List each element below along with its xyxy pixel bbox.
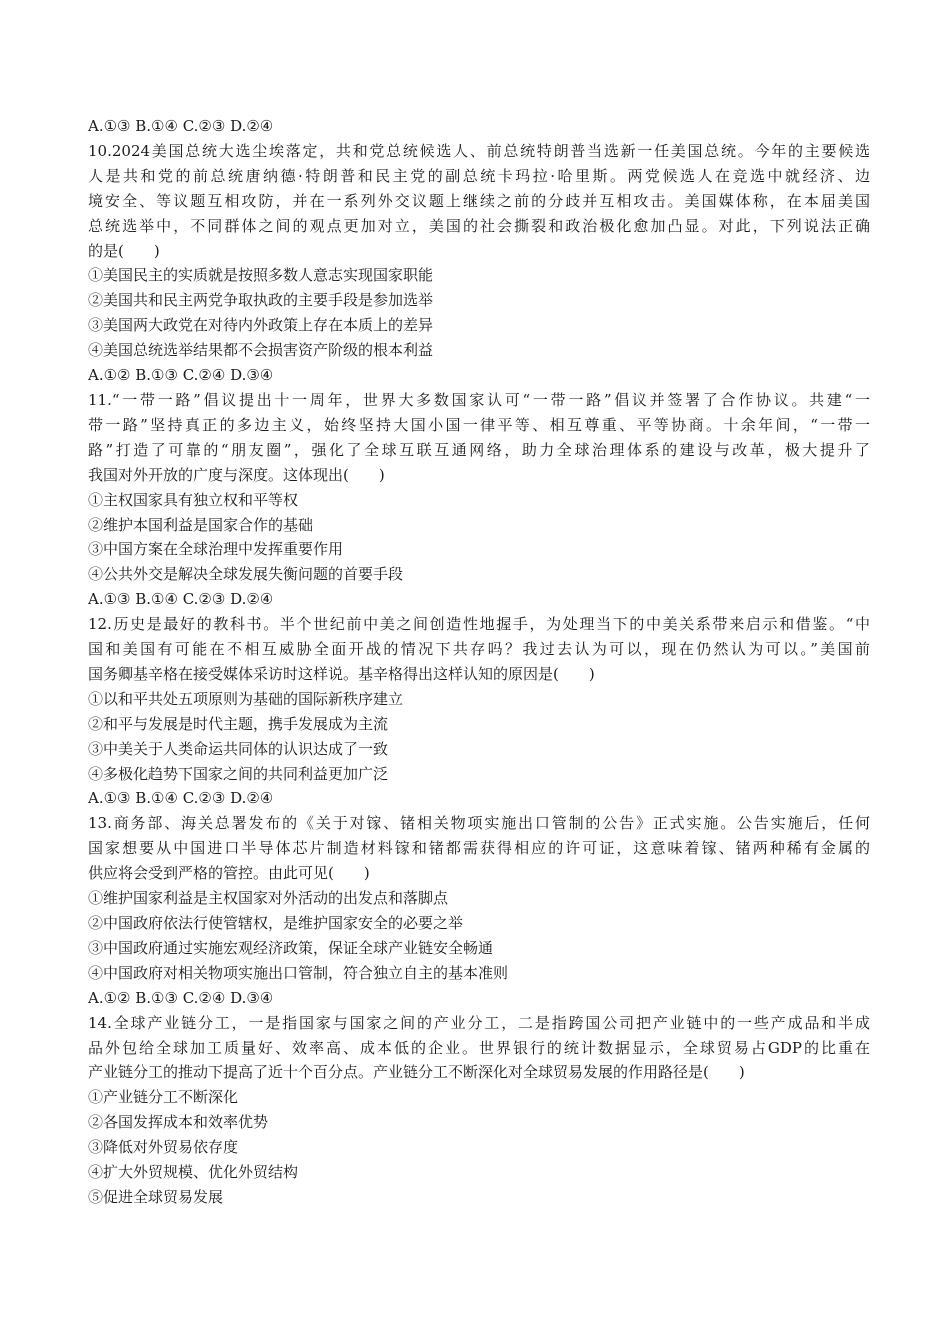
stem-line: 国和美国有可能在不相互威胁全面开战的情况下共存吗？我过去认为可以，现在仍然认为可以。”美国前 (88, 640, 870, 659)
stem-line: 13.商务部、海关总署发布的《关于对镓、锗相关物项实施出口管制的公告》正式实施。公告实施后，任何 (88, 814, 870, 833)
stem-line: 12.历史是最好的教科书。半个世纪前中美之间创造性地握手，为处理当下的中美关系带来启示和借鉴。“中 (88, 615, 870, 634)
stem-line: 国家想要从中国进口半导体芯片制造材料镓和锗都需获得相应的许可证，这意味着镓、锗两种稀有金属的 (88, 839, 870, 858)
stem-line: 品外包给全球加工质量好、效率高、成本低的企业。世界银行的统计数据显示，全球贸易占GDP的比重在 (88, 1038, 870, 1057)
option-item: ④公共外交是解决全球发展失衡问题的首要手段 (88, 565, 404, 584)
stem-line: 10.2024美国总统大选尘埃落定，共和党总统候选人、前总统特朗普当选新一任美国总统。今年的主要候选 (88, 141, 870, 160)
question-10-stem (88, 139, 870, 264)
stem-line: 我国对外开放的广度与深度。这体现出( ) (88, 465, 385, 484)
stem-line: 11.“一带一路”倡议提出十一周年，世界大多数国家认可“一带一路”倡议并签署了合作协议。共建“一 (88, 390, 870, 409)
option-item: ④美国总统选举结果都不会损害资产阶级的根本利益 (88, 341, 434, 360)
answer-choices: A.①③ B.①④ C.②③ D.②④ (88, 590, 274, 609)
option-item: ①美国民主的实质就是按照多数人意志实现国家职能 (88, 266, 434, 285)
previous-question-answers: A.①③ B.①④ C.②③ D.②④ (88, 117, 274, 135)
option-item: ④扩大外贸规模、优化外贸结构 (88, 1163, 299, 1182)
option-item: ③中美关于人类命运共同体的认识达成了一致 (88, 739, 389, 758)
question-14-stem (88, 1011, 870, 1086)
question-13-stem (88, 811, 870, 886)
stem-line: 路”打造了可靠的“朋友圈”，强化了全球互联互通网络，助力全球治理体系的建设与改革，极大提升了 (88, 440, 870, 459)
question-14 (88, 1011, 870, 1210)
option-item: ②维护本国利益是国家合作的基础 (88, 515, 314, 534)
option-item: ②美国共和民主两党争取执政的主要手段是参加选举 (88, 291, 434, 310)
question-13 (88, 811, 870, 1010)
option-item: ①产业链分工不断深化 (88, 1088, 239, 1107)
stem-line: 的是( ) (88, 241, 160, 260)
stem-line: 境安全、等议题互相攻防，并在一系列外交议题上继续之前的分歧并互相攻击。美国媒体称，在本届美国 (88, 191, 870, 210)
option-item: ①维护国家利益是主权国家对外活动的出发点和落脚点 (88, 889, 449, 908)
answer-choices: A.①② B.①③ C.②④ D.③④ (88, 366, 274, 385)
option-item: ①以和平共处五项原则为基础的国际新秩序建立 (88, 689, 404, 708)
question-11 (88, 388, 870, 612)
option-item: ③美国两大政党在对待内外政策上存在本质上的差异 (88, 316, 434, 335)
stem-line: 国务卿基辛格在接受媒体采访时这样说。基辛格得出这样认知的原因是( ) (88, 664, 595, 683)
option-item: ⑤促进全球贸易发展 (88, 1187, 224, 1206)
answer-choices: A.①③ B.①④ C.②③ D.②④ (88, 789, 274, 808)
question-12 (88, 612, 870, 811)
option-item: ②各国发挥成本和效率优势 (88, 1113, 269, 1132)
question-12-stem (88, 612, 870, 687)
option-item: ③中国政府通过实施宏观经济政策，保证全球产业链安全畅通 (88, 938, 494, 957)
option-item: ④中国政府对相关物项实施出口管制，符合独立自主的基本准则 (88, 963, 509, 982)
stem-line: 供应将会受到严格的管控。由此可见( ) (88, 864, 370, 883)
stem-line: 带一路”坚持真正的多边主义，始终坚持大国小国一律平等、相互尊重、平等协商。十余年间，“一带一 (88, 415, 870, 434)
question-11-stem (88, 388, 870, 488)
stem-line: 14.全球产业链分工，一是指国家与国家之间的产业分工，二是指跨国公司把产业链中的一些产成品和半成 (88, 1013, 870, 1032)
exam-page (88, 114, 870, 1210)
option-item: ③降低对外贸易依存度 (88, 1138, 239, 1157)
option-item: ②和平与发展是时代主题，携手发展成为主流 (88, 714, 389, 733)
option-item: ③中国方案在全球治理中发挥重要作用 (88, 540, 344, 559)
option-item: ②中国政府依法行使管辖权，是维护国家安全的必要之举 (88, 914, 464, 932)
stem-line: 人是共和党的前总统唐纳德·特朗普和民主党的副总统卡玛拉·哈里斯。两党候选人在竞选中就经济、边 (88, 166, 870, 185)
option-item: ④多极化趋势下国家之间的共同利益更加广泛 (88, 764, 389, 783)
answer-choices: A.①② B.①③ C.②④ D.③④ (88, 988, 274, 1007)
stem-line: 产业链分工的推动下提高了近十个百分点。产业链分工不断深化对全球贸易发展的作用路径是( ) (88, 1063, 745, 1082)
stem-line: 总统选举中，不同群体之间的观点更加对立，美国的社会撕裂和政治极化愈加凸显。对此，下列说法正确 (88, 216, 870, 235)
question-10 (88, 139, 870, 388)
option-item: ①主权国家具有独立权和平等权 (88, 490, 299, 509)
